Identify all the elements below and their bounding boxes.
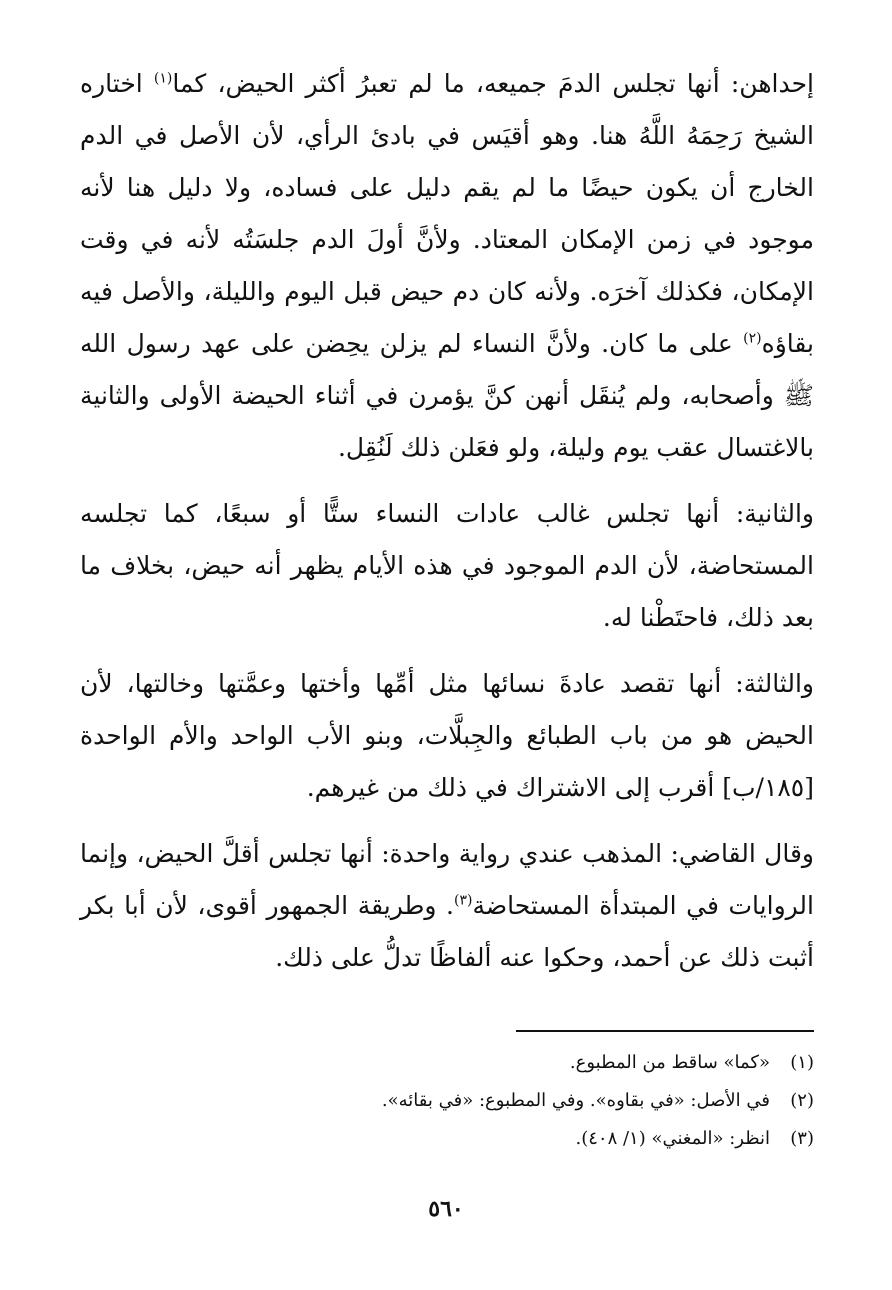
paragraph-4-text-b: . وطريقة الجمهور أقوى، لأن أبا بكر أثبت ذلك عن أحمد، وحكوا عنه ألفاظًا تدلُّ على ذلك.	[80, 891, 814, 972]
footnote-2	[80, 1082, 814, 1120]
paragraph-1-text-a: إحداهن: أنها تجلس الدمَ جميعه، ما لم تعبرُ أكثر الحيض، كما	[172, 69, 814, 98]
footnote-3	[80, 1120, 814, 1158]
footnote-1	[80, 1044, 814, 1082]
paragraph-1-text-b: اختاره الشيخ رَحِمَهُ اللَّهُ هنا. وهو أقيَس في بادئ الرأي، لأن الأصل في الدم الخارج أن يكون حيضًا ما لم يقم دليل على فساده، ولا دليل هنا لأنه موجود في زمن الإمكان المعتاد. ولأنَّ أولَ الدم جلسَتُه لأنه في وقت الإمكان، فكذلك آخرَه. ولأنه كان دم حيض قبل اليوم والليلة، والأصل فيه بقاؤه	[80, 69, 814, 358]
footnote-1-text: «كما» ساقط من المطبوع.	[569, 1052, 770, 1073]
footnote-ref-1: (١)	[153, 70, 173, 87]
page-number: ٥٦٠	[428, 1196, 464, 1222]
footnote-ref-2: (٢)	[743, 330, 762, 347]
page-body	[80, 58, 814, 998]
paragraph-4-text-a: وقال القاضي: المذهب عندي رواية واحدة: أنها تجلس أقلَّ الحيض، وإنما الروايات في المبتدأة المستحاضة	[80, 839, 814, 920]
footnote-3-text: انظر: «المغني» (١/ ٤٠٨).	[575, 1128, 770, 1149]
footnote-3-number: (٣)	[790, 1128, 814, 1149]
footnote-divider	[516, 1030, 814, 1032]
paragraph-first-opinion	[80, 58, 814, 474]
paragraph-qadi-opinion	[80, 828, 814, 984]
footnote-2-text: في الأصل: «في بقاوه». وفي المطبوع: «في بقائه».	[381, 1090, 770, 1111]
footnote-ref-3: (٣)	[454, 892, 473, 909]
paragraph-second-opinion: والثانية: أنها تجلس غالب عادات النساء ستًّا أو سبعًا، كما تجلسه المستحاضة، لأن الدم الموجود في هذه الأيام يظهر أنه حيض، بخلاف ما بعد ذلك، فاحتَطْنا له.	[80, 499, 814, 632]
footnotes-section	[80, 1044, 814, 1158]
paragraph-third-opinion: والثالثة: أنها تقصد عادةَ نسائها مثل أمِّها وأختها وعمَّتها وخالتها، لأن الحيض هو من باب الطبائع والجِبلَّات، وبنو الأب الواحد والأم الواحدة [١٨٥/ب] أقرب إلى الاشتراك في ذلك من غيرهم.	[80, 669, 814, 802]
footnote-1-number: (١)	[790, 1052, 814, 1073]
paragraph-1-text-c: على ما كان. ولأنَّ النساء لم يزلن يحِضن على عهد رسول الله ﷺ وأصحابه، ولم يُنقَل أنهن كنَّ يؤمرن في أثناء الحيضة الأولى والثانية بالاغتسال عقب يوم وليلة، ولو فعَلن ذلك لَنُقِل.	[80, 329, 814, 462]
footnote-2-number: (٢)	[790, 1090, 814, 1111]
